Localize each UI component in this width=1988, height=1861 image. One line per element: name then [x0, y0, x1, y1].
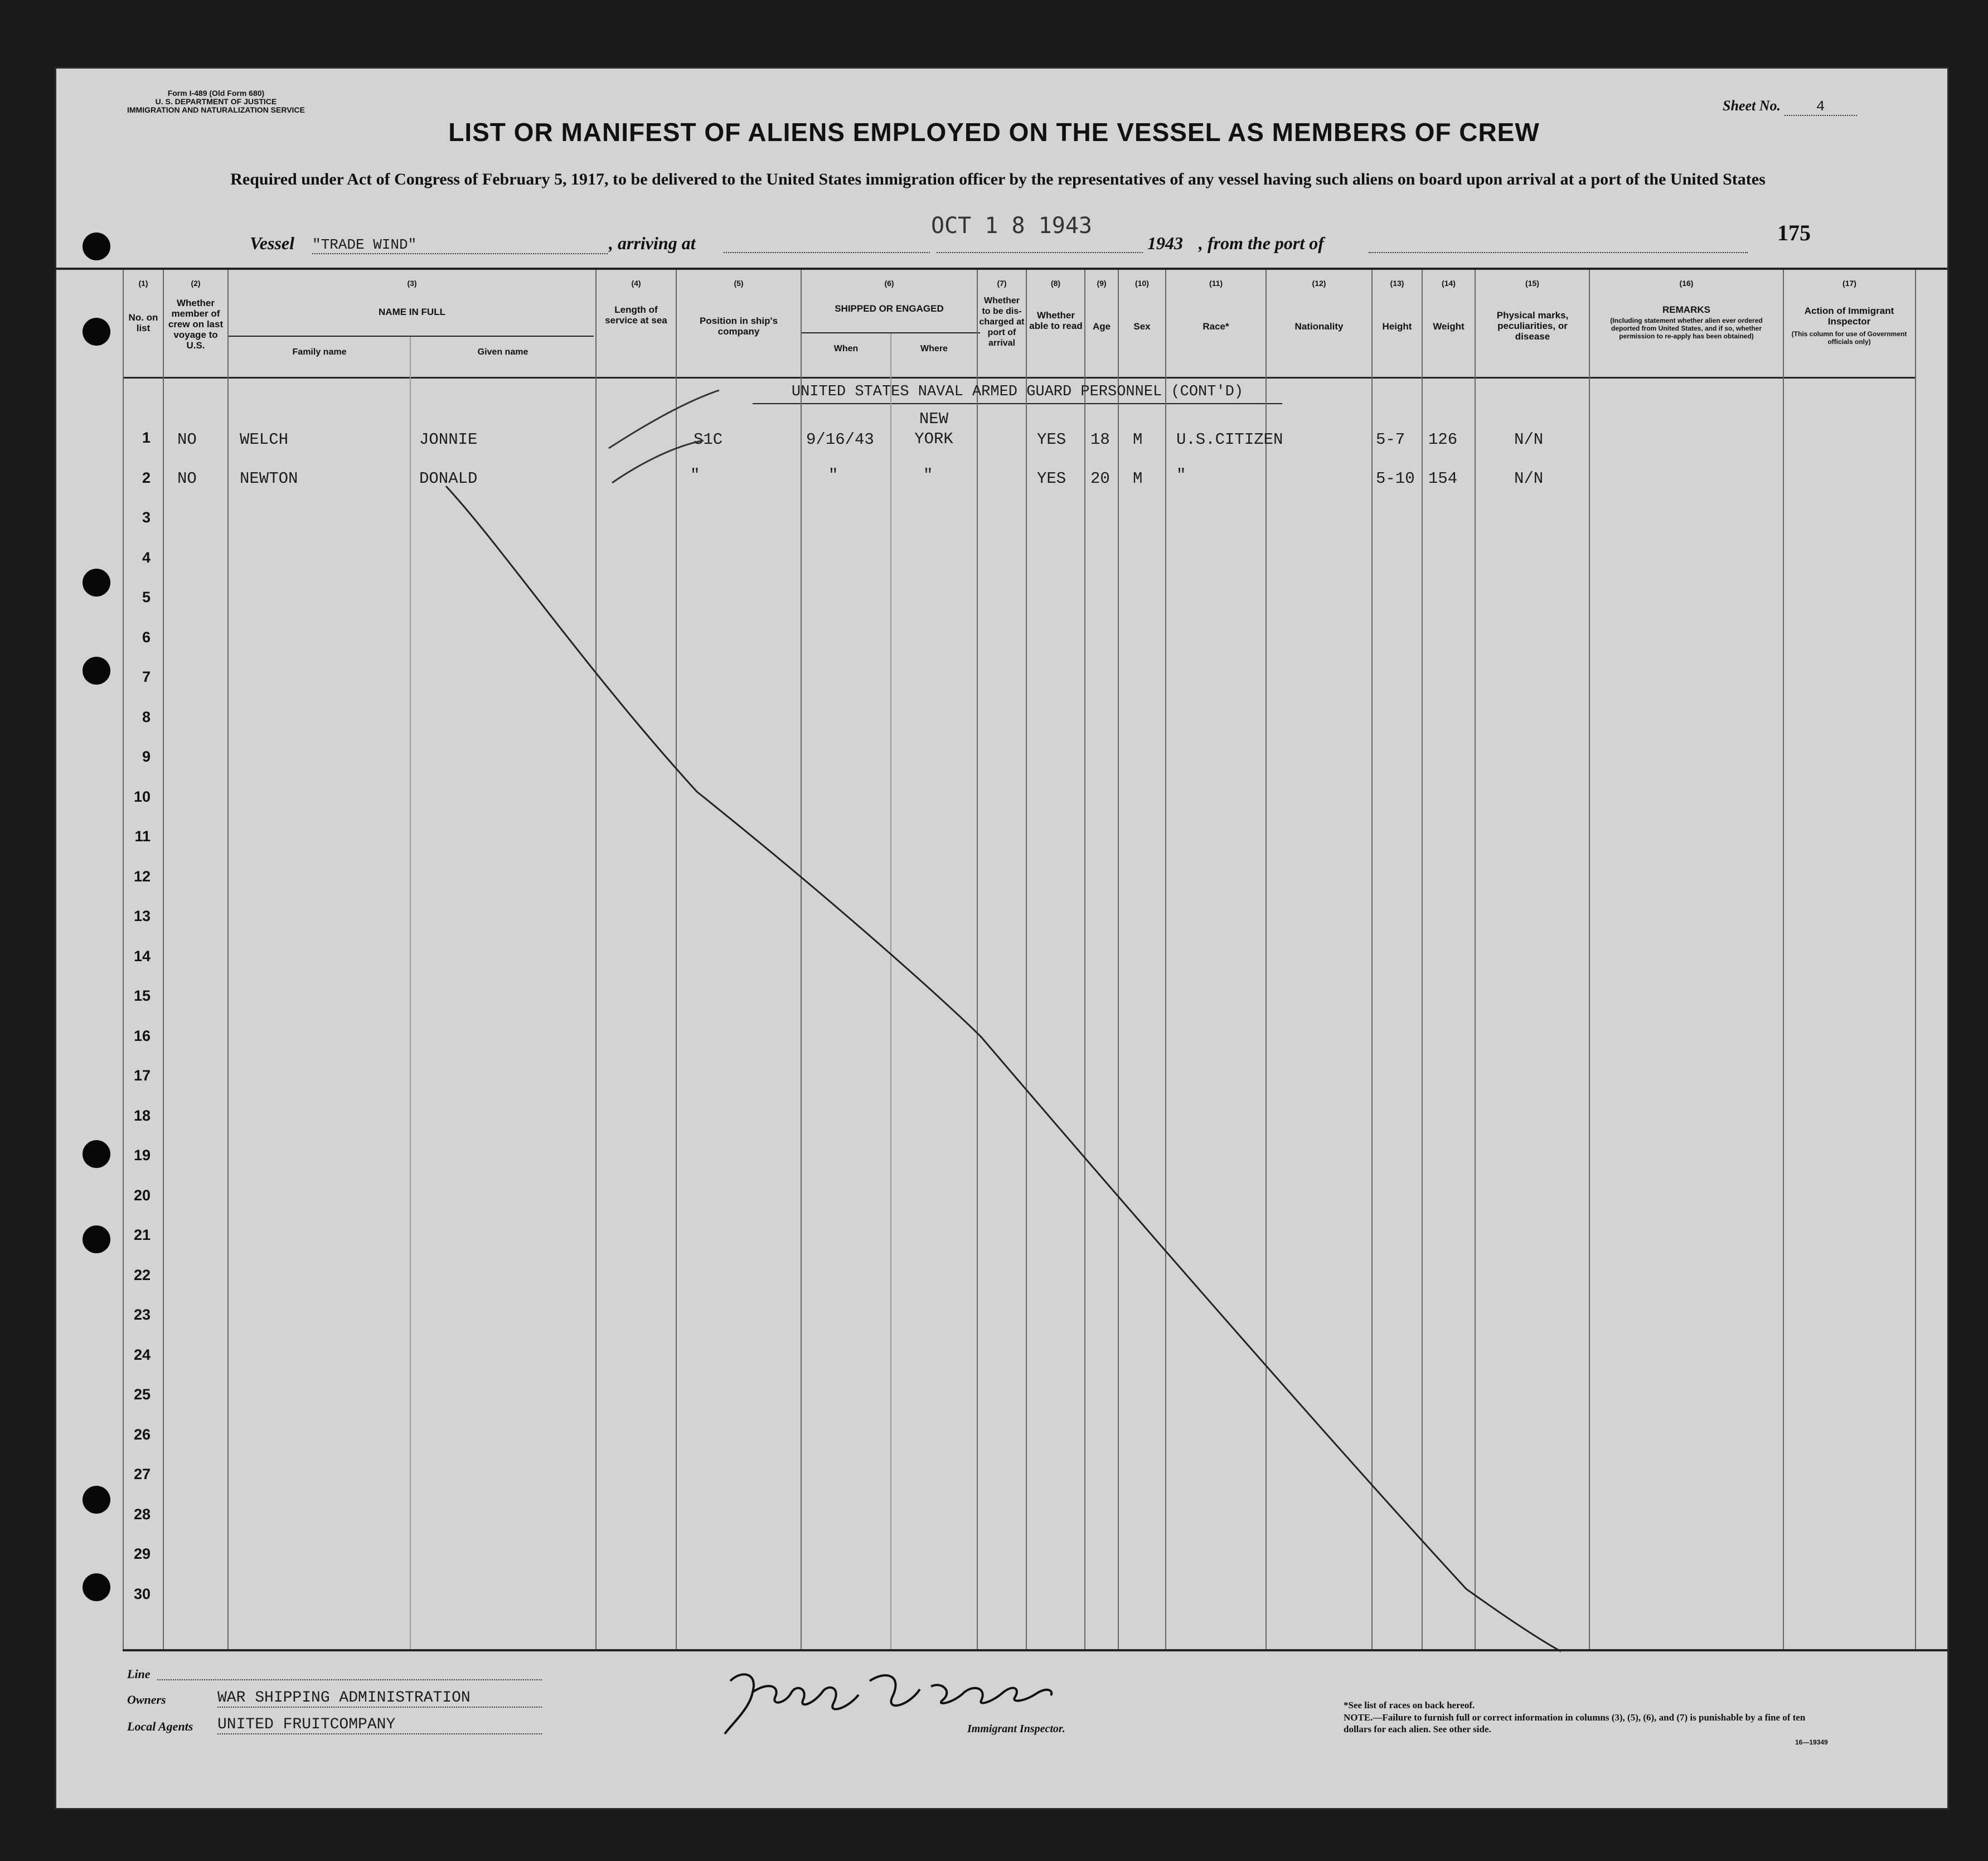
row-number: 9: [142, 748, 151, 765]
cell-physical-marks: N/N: [1514, 430, 1544, 449]
cell-sex: M: [1133, 469, 1143, 488]
line-field: [157, 1679, 542, 1680]
from-port-label: , from the port of: [1199, 233, 1324, 253]
form-number: Form I-489 (Old Form 680): [167, 89, 265, 98]
row-number: 24: [133, 1346, 151, 1363]
year: 1943: [1147, 233, 1183, 253]
row-number: 5: [142, 589, 151, 605]
cell-when: ": [828, 466, 838, 484]
cell-last-voyage: NO: [177, 430, 197, 449]
cell-age: 20: [1090, 469, 1110, 488]
column-number: (11): [1209, 279, 1223, 288]
column-header-sex: Sex: [1133, 321, 1151, 332]
page-number: 175: [1777, 220, 1811, 245]
row-number: 13: [133, 908, 151, 924]
column-number: (3): [407, 279, 417, 288]
owners-value: WAR SHIPPING ADMINISTRATION: [217, 1689, 542, 1708]
local-agents-value: UNITED FRUITCOMPANY: [217, 1716, 542, 1734]
section-heading: UNITED STATES NAVAL ARMED GUARD PERSONNEL (CONT'D): [791, 384, 1244, 400]
column-number: (13): [1390, 279, 1404, 288]
cell-position: ": [690, 466, 700, 484]
cell-able-to-read: YES: [1037, 469, 1066, 488]
row-number: 11: [134, 828, 151, 845]
column-header-name: NAME IN FULL: [379, 307, 445, 317]
cell-sex: M: [1133, 430, 1143, 449]
row-number: 8: [142, 708, 151, 725]
form-code: 16—19349: [1795, 1738, 1828, 1746]
date-stamp: OCT 1 8 1943: [931, 213, 1092, 239]
column-number: (16): [1679, 279, 1694, 288]
row-number: 10: [133, 788, 151, 805]
cancellation-line: [446, 486, 1561, 1651]
row-number: 29: [133, 1545, 151, 1562]
inspector-label: Immigrant Inspector.: [967, 1723, 1065, 1735]
column-number: (14): [1442, 279, 1456, 288]
cell-race: ": [1176, 466, 1186, 484]
cell-weight: 154: [1428, 469, 1458, 488]
cell-last-voyage: NO: [177, 469, 197, 488]
line-label: Line: [127, 1667, 151, 1681]
column-header-no: No. on list: [128, 312, 158, 333]
cell-height: 5-7: [1376, 430, 1405, 449]
column-number: (7): [997, 279, 1007, 288]
row-number: 4: [142, 549, 151, 566]
row-number: 3: [142, 509, 151, 526]
column-number: (5): [734, 279, 744, 288]
row-number: 14: [133, 947, 151, 965]
row-number: 2: [142, 469, 151, 486]
row-number: 12: [133, 868, 151, 885]
vessel-name: "TRADE WIND": [312, 236, 608, 254]
owners-label: Owners: [127, 1693, 166, 1707]
column-header-position: Position in ship's company: [699, 316, 778, 337]
vessel-label: Vessel: [250, 233, 294, 253]
race-note: *See list of races on back hereof.: [1344, 1700, 1475, 1710]
row-number: 15: [133, 987, 151, 1004]
column-header-race: Race*: [1203, 321, 1229, 332]
column-header-shipped: SHIPPED OR ENGAGED: [835, 303, 944, 314]
column-header-last-voyage: Whether member of crew on last voyage to U.S.: [168, 298, 224, 351]
cell-family-name: WELCH: [240, 430, 289, 449]
row-number: 23: [133, 1306, 151, 1323]
cell-age: 18: [1090, 430, 1110, 449]
column-number: (15): [1525, 279, 1539, 288]
column-header-service: Length of service at sea: [605, 304, 667, 326]
cell-given-name: DONALD: [419, 469, 478, 488]
column-header-inspector-action: Action of Immigrant Inspector: [1804, 306, 1894, 327]
cell-when: 9/16/43: [806, 430, 874, 449]
cell-family-name: NEWTON: [240, 469, 298, 488]
column-note-remarks: (Including statement whether alien ever ordered deported from United States, and if so, whether permission to re-apply has been obtained): [1610, 317, 1763, 340]
row-number: 18: [133, 1107, 151, 1124]
sheet-value: 4: [1785, 98, 1857, 116]
column-header-height: Height: [1382, 321, 1412, 332]
arriving-label: , arriving at: [609, 233, 696, 253]
page-title: LIST OR MANIFEST OF ALIENS EMPLOYED ON THE VESSEL AS MEMBERS OF CREW: [448, 118, 1540, 147]
row-number: 28: [133, 1505, 151, 1523]
column-header-read: Whether able to read: [1029, 310, 1083, 331]
column-header-physical-marks: Physical marks, peculiarities, or disease: [1496, 310, 1569, 342]
column-header-nationality: Nationality: [1294, 321, 1344, 332]
sheet-label: Sheet No.: [1723, 98, 1781, 114]
column-number: (1): [138, 279, 148, 288]
cell-race: U.S.CITIZEN: [1176, 430, 1283, 449]
row-number: 26: [133, 1426, 151, 1443]
service-name: IMMIGRATION AND NATURALIZATION SERVICE: [127, 105, 305, 114]
column-number: (8): [1050, 279, 1061, 288]
row-number: 21: [133, 1227, 151, 1243]
department-name: U. S. DEPARTMENT OF JUSTICE: [155, 97, 277, 106]
row-number: 22: [133, 1266, 151, 1283]
cell-given-name: JONNIE: [419, 430, 478, 449]
row-number: 20: [133, 1186, 151, 1204]
penalty-note: NOTE.—Failure to furnish full or correct information in columns (3), (5), (6), and (7) is punishable by a fine of ten dollars for each alien. See other side.: [1344, 1712, 1806, 1734]
column-number: (10): [1135, 279, 1149, 288]
column-subheader-given: Given name: [477, 347, 528, 357]
column-subheader-family: Family name: [292, 347, 347, 357]
column-note-inspector-action: (This column for use of Government officials only): [1791, 330, 1907, 346]
column-header-weight: Weight: [1433, 321, 1465, 332]
cell-where: ": [923, 466, 933, 484]
column-number: (2): [191, 279, 201, 288]
column-header-age: Age: [1092, 321, 1111, 332]
row-number: 1: [142, 429, 151, 446]
cell-physical-marks: N/N: [1514, 469, 1544, 488]
column-number: (12): [1312, 279, 1326, 288]
row-number: 27: [133, 1466, 151, 1482]
column-number: (6): [884, 279, 894, 288]
local-agents-label: Local Agents: [127, 1719, 193, 1733]
column-number: (4): [631, 279, 641, 288]
column-number: (9): [1097, 279, 1107, 288]
row-number: 30: [133, 1585, 151, 1602]
cell-where: NEW YORK: [914, 410, 953, 448]
slash-mark: [609, 390, 719, 448]
row-number: 16: [133, 1027, 151, 1044]
row-number: 7: [142, 668, 151, 685]
cell-position: S1C: [694, 430, 723, 449]
cell-height: 5-10: [1376, 469, 1415, 488]
column-header-discharged: Whether to be dis-charged at port of arrival: [979, 296, 1025, 348]
cell-able-to-read: YES: [1037, 430, 1066, 449]
row-number: 19: [133, 1147, 151, 1164]
row-number: 17: [133, 1067, 151, 1084]
column-header-remarks: REMARKS: [1662, 304, 1710, 315]
column-subheader-where: Where: [920, 344, 948, 353]
column-subheader-when: When: [833, 344, 859, 353]
slash-mark: [612, 440, 704, 483]
page-subtitle: Required under Act of Congress of February 5, 1917, to be delivered to the United States immigration officer by the representatives of any vessel having such aliens on board upon arrival at a port of the United States: [230, 170, 1766, 188]
row-number: 25: [133, 1386, 151, 1403]
row-number: 6: [142, 628, 151, 646]
column-number: (17): [1842, 279, 1856, 288]
cell-weight: 126: [1428, 430, 1458, 449]
